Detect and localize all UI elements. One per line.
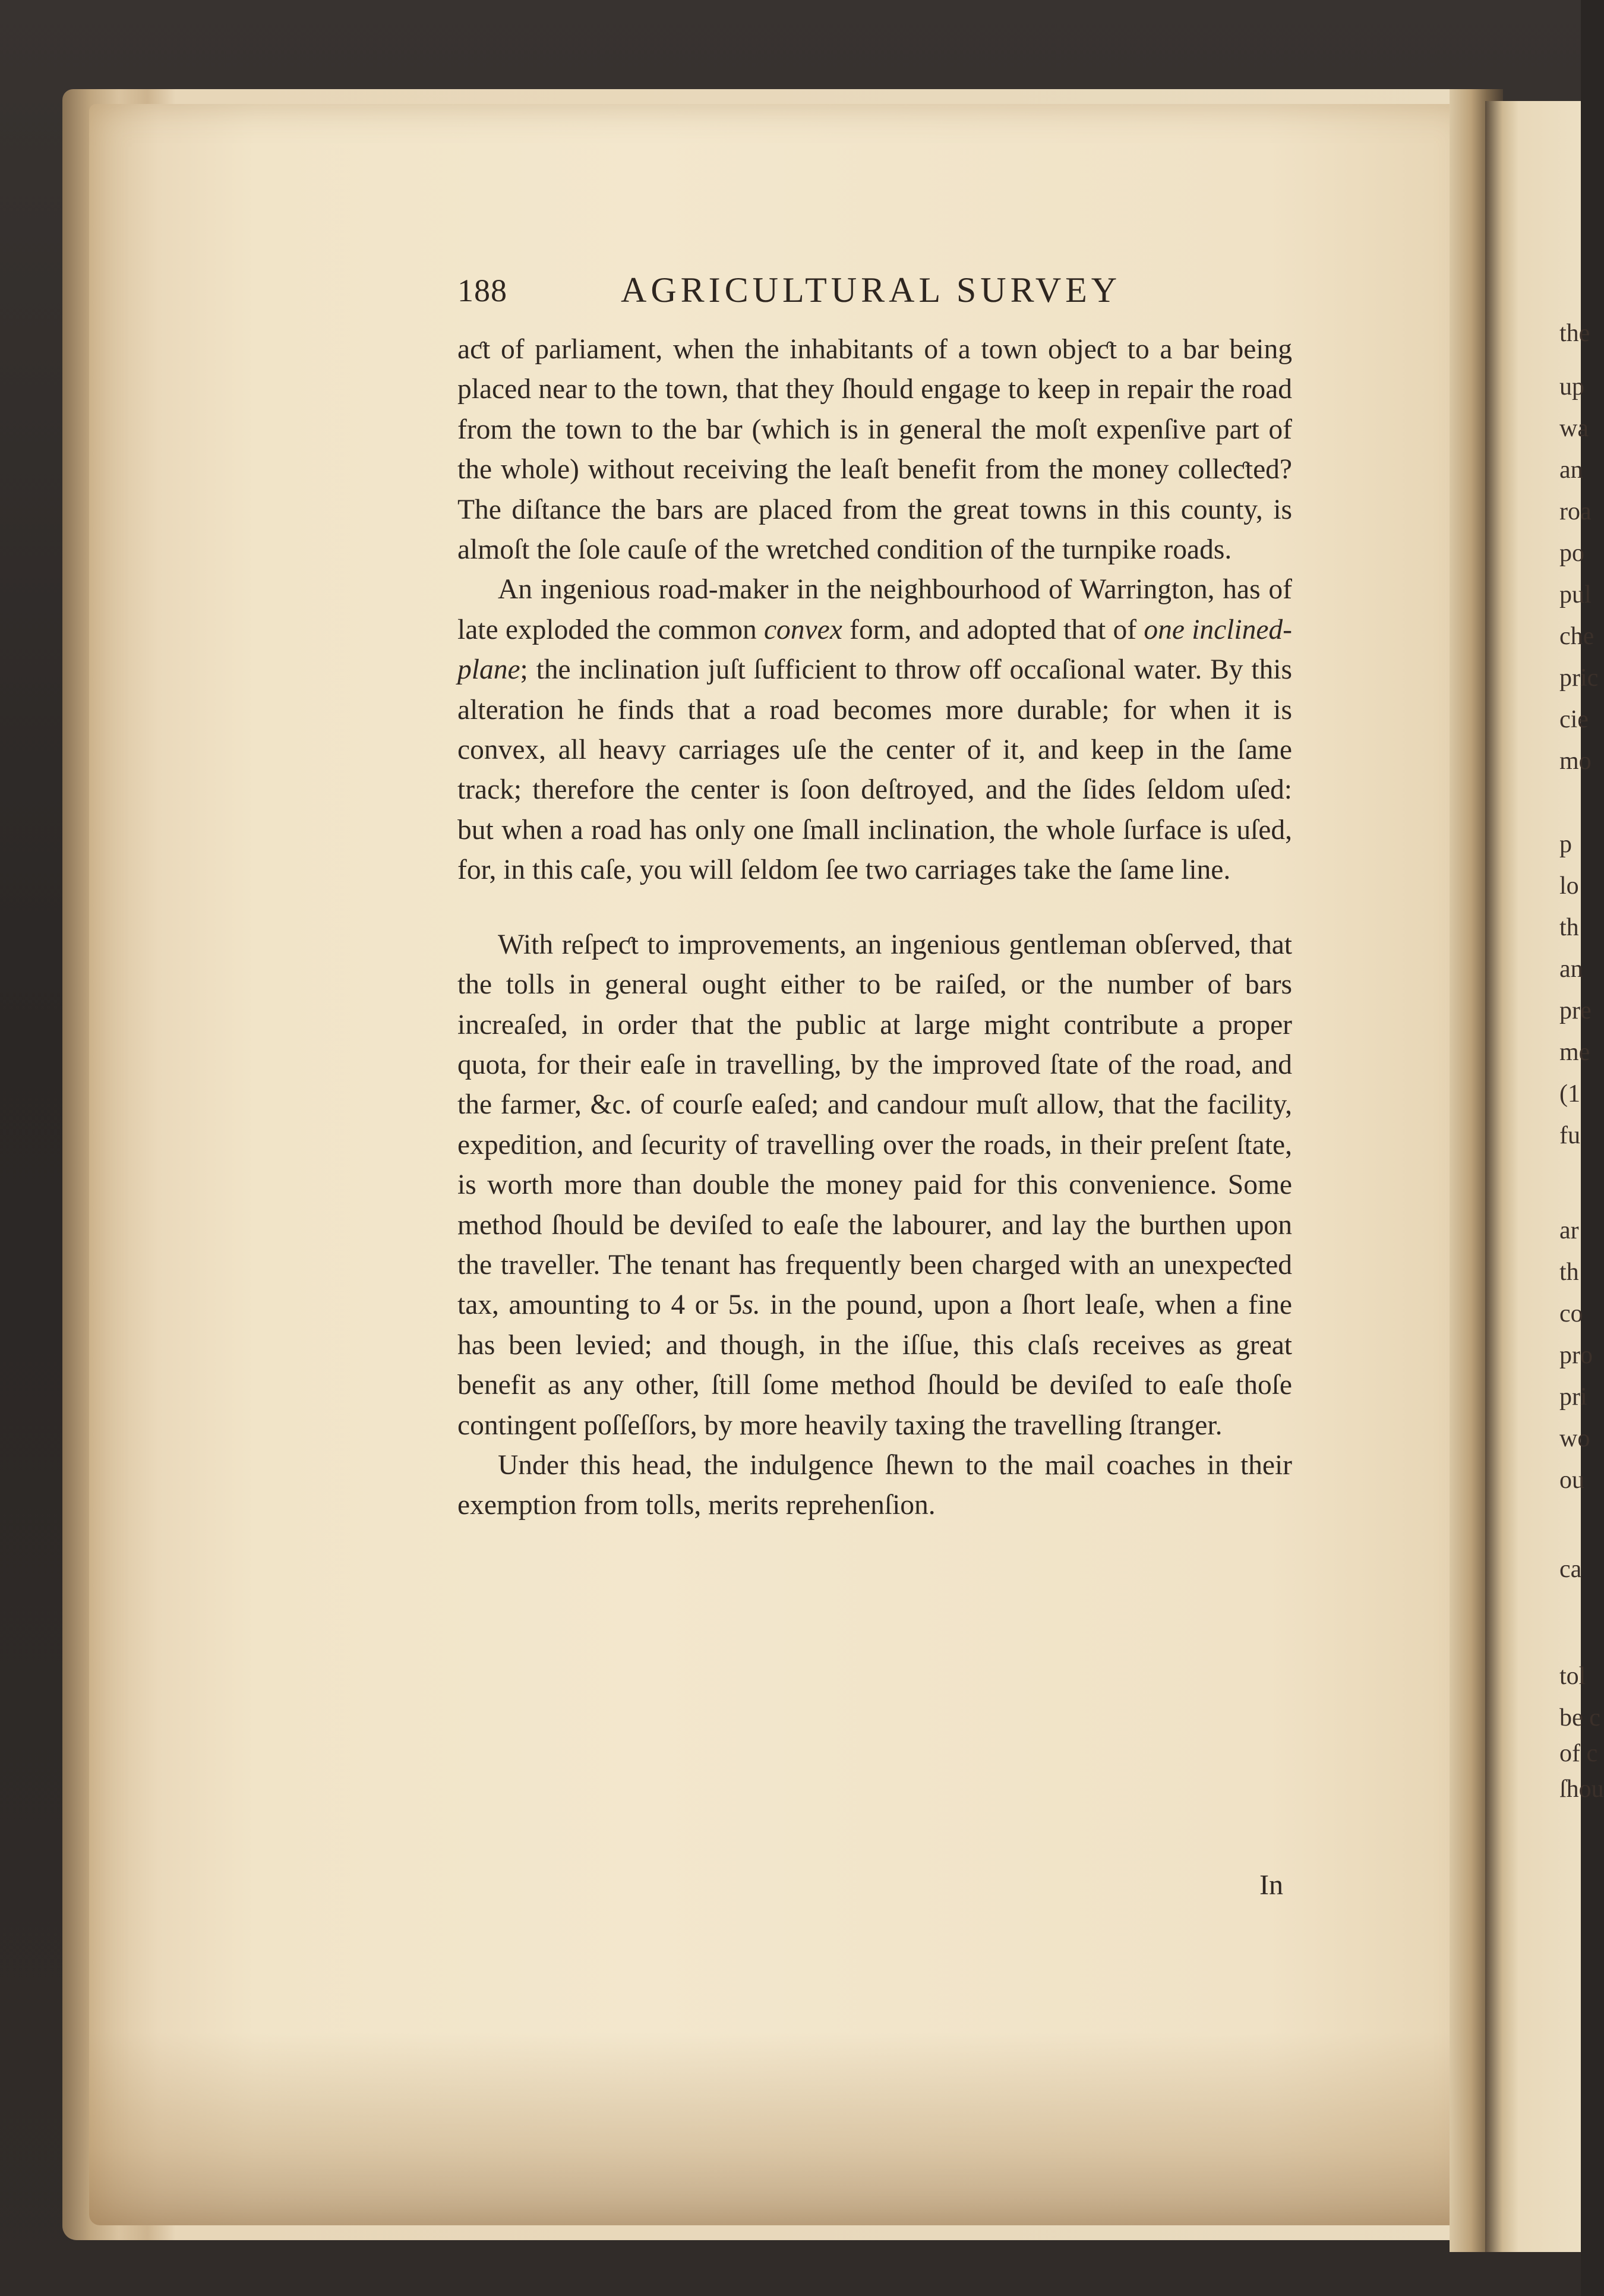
facing-page-fragment: pro bbox=[1559, 1342, 1593, 1369]
facing-page-fragment: ſhou bbox=[1559, 1775, 1604, 1803]
catchword: In bbox=[1259, 1869, 1283, 1901]
facing-page-fragment: me bbox=[1559, 1039, 1590, 1066]
facing-page-fragment: fu bbox=[1559, 1122, 1580, 1149]
facing-page-fragment: be c bbox=[1559, 1704, 1600, 1732]
italic-text: one inclined-plane bbox=[457, 614, 1292, 686]
text-run: form, and adopted that of bbox=[842, 614, 1144, 645]
paragraph bbox=[457, 925, 1292, 1446]
facing-page-fragment: th bbox=[1559, 1259, 1579, 1286]
bottom-stain bbox=[89, 2032, 1473, 2225]
facing-page-fragment: pre bbox=[1559, 997, 1592, 1024]
text-run: With reſpeƈt to improvements, an ingenious gentleman obſerved, that the tolls in general ought either to be raiſed, or the number of bars increaſed, in order that the public at large might contribute a proper quota, for their eaſe in travelling, by the improved ſtate of the road, and the farmer, &c. of courſe eaſed; and candour muſt allow, that the facility, expedition, and ſecurity of travelling over the roads, in their preſent ſtate, is worth more than double the money paid for this convenience. Some method ſhould be deviſed to eaſe the labourer, and lay the burthen upon the traveller. The tenant has frequently been charged with an unexpeƈted tax, amounting to 4 or 5 bbox=[457, 929, 1292, 1321]
text-run: Under this head, the indulgence ſhewn to the mail coaches in their exemption from tolls, merits reprehenſion. bbox=[457, 1449, 1292, 1521]
facing-page-fragment: tol bbox=[1559, 1663, 1586, 1690]
paragraph-gap bbox=[457, 891, 1292, 925]
facing-page-fragment: pric bbox=[1559, 664, 1599, 692]
italic-text: s. bbox=[742, 1289, 760, 1321]
facing-page-fragment: pul bbox=[1559, 581, 1592, 608]
facing-page-fragment: th bbox=[1559, 914, 1579, 941]
facing-page-fragment: po bbox=[1559, 540, 1584, 567]
facing-page-fragment: of c bbox=[1559, 1740, 1598, 1767]
facing-page-fragment: (1 bbox=[1559, 1080, 1580, 1108]
facing-page-fragment: ar bbox=[1559, 1217, 1579, 1244]
page-number: 188 bbox=[457, 273, 507, 308]
facing-page-fragment: wo bbox=[1559, 1425, 1590, 1452]
facing-page-fragment: ou bbox=[1559, 1466, 1584, 1494]
text-run: An ingenious road-maker in the neighbourhood of Warrington, has of late exploded the common bbox=[457, 574, 1292, 645]
paragraph bbox=[457, 330, 1292, 570]
facing-page-fragment: pri bbox=[1559, 1383, 1587, 1411]
paragraph bbox=[457, 570, 1292, 890]
body-text bbox=[457, 330, 1292, 1526]
text-run: in the pound, upon a ſhort leaſe, when a fine has been levied; and though, in the iſſue, this claſs receives as great benefit as any other, ſtill ſome method ſhould be deviſed to eaſe thoſe contingent poſſeſſors, by more heavily taxing the travelling ſtranger. bbox=[457, 1289, 1292, 1441]
italic-text: convex bbox=[763, 614, 842, 645]
facing-page-fragment: an bbox=[1559, 456, 1583, 484]
facing-page-fragment: lo bbox=[1559, 872, 1579, 900]
facing-page-fragment: p bbox=[1559, 831, 1572, 858]
text-run: aƈt of parliament, when the inhabitants of a town objeƈt to a bar being placed near to the town, that they ſhould engage to keep in repair the road from the town to the bar (which is in general the moſt expenſive part of the whole) without receiving the leaſt benefit from the money colleƈted? The diſtance the bars are placed from the great towns in this county, is almoſt the ſole cauſe of the wretched condition of the turnpike roads. bbox=[457, 334, 1292, 566]
text-run: ; the inclination juſt ſufficient to throw off occaſional water. By this alteration he finds that a road becomes more durable; for when it is convex, all heavy carriages uſe the center of it, and keep in the ſame track; therefore the center is ſoon deſtroyed, and the ſides ſeldom uſed: but when a road has only one ſmall inclination, the whole ſurface is uſed, for, in this caſe, you will ſeldom ſee two carriages take the ſame line. bbox=[457, 654, 1292, 886]
paragraph bbox=[457, 1446, 1292, 1526]
facing-page-fragment: ca bbox=[1559, 1556, 1582, 1583]
facing-page-fragment: roa bbox=[1559, 498, 1592, 525]
facing-page-fragment: co bbox=[1559, 1300, 1583, 1327]
facing-page-fragment: up bbox=[1559, 373, 1584, 400]
facing-page-fragment: an bbox=[1559, 955, 1583, 983]
facing-page-fragment: cie bbox=[1559, 706, 1589, 733]
facing-page-fragment: the bbox=[1559, 320, 1590, 347]
facing-page-fragment: mo bbox=[1559, 748, 1592, 775]
facing-page-fragment: che bbox=[1559, 623, 1594, 650]
page-header-title: AGRICULTURAL SURVEY bbox=[621, 270, 1122, 310]
facing-page-fragment: wa bbox=[1559, 415, 1589, 442]
running-head bbox=[457, 267, 1153, 315]
